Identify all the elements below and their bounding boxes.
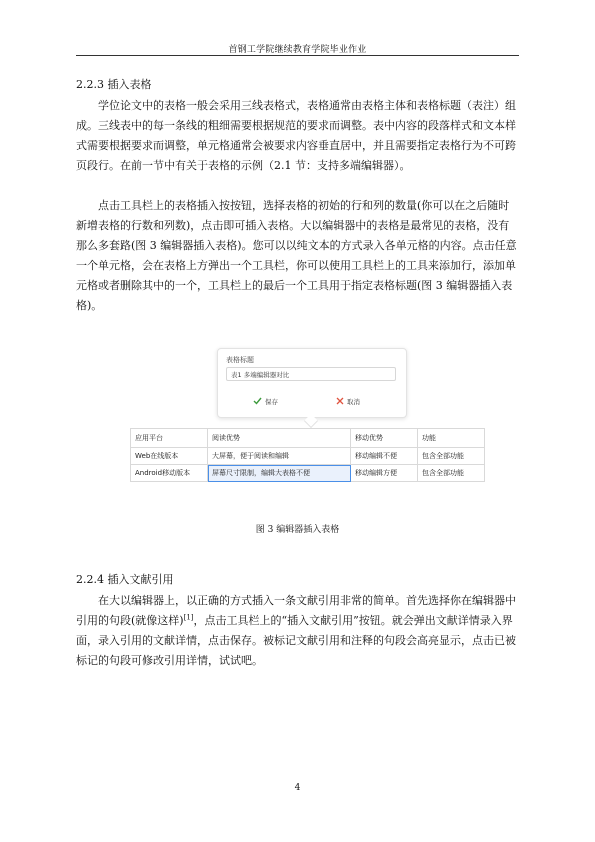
save-label: 保存 xyxy=(265,397,278,406)
table-cell-selected[interactable]: 屏幕尺寸限制，编辑大表格不便 xyxy=(208,465,351,482)
table-cell[interactable]: 阅读优势 xyxy=(208,429,351,448)
table-cell[interactable]: 大屏幕，便于阅读和编辑 xyxy=(208,448,351,465)
cancel-button[interactable] xyxy=(336,395,360,407)
table-cell[interactable]: 包含全部功能 xyxy=(418,448,485,465)
table-cell[interactable]: 移动优势 xyxy=(351,429,418,448)
save-button[interactable] xyxy=(253,395,278,407)
figure-caption: 图 3 编辑器插入表格 xyxy=(255,525,340,535)
paragraph-citation xyxy=(76,591,519,671)
table-cell[interactable]: 功能 xyxy=(418,429,485,448)
table-cell[interactable]: Android移动版本 xyxy=(131,465,208,482)
section-heading-2-2-3: 2.2.3 插入表格 xyxy=(76,78,152,91)
table-cell[interactable]: 移动编辑方便 xyxy=(351,465,418,482)
table-cell[interactable]: 移动编辑不便 xyxy=(351,448,418,465)
page-number: 4 xyxy=(294,783,301,793)
paragraph-table-insert: 点击工具栏上的表格插入按按钮，选择表格的初始的行和列的数量(你可以在之后随时新增表格的行数和列数)，点击即可插入表格。大以编辑器中的表格是最常见的表格，没有那么多套路(图 3 编辑器插入表格)。您可以以纯文本的方式录入各单元格的内容。点击任意一个单元格，会在表格上方弹出一个工具栏，你可以使用工具栏上的工具来添加行，添加单元格或者删除其中的一个，工具栏上的最后一个工具用于指定表格标题(图 3 编辑器插入表格)。 xyxy=(76,199,517,312)
table-cell[interactable]: Web在线版本 xyxy=(131,448,208,465)
table-cell[interactable]: 包含全部功能 xyxy=(418,465,485,482)
close-icon xyxy=(336,397,344,405)
table-title-input[interactable]: 表1 多端编辑器对比 xyxy=(226,367,396,381)
header-rule xyxy=(76,55,519,56)
check-icon xyxy=(253,397,262,405)
section-heading-2-2-4: 2.2.4 插入文献引用 xyxy=(76,573,174,586)
cancel-label: 取消 xyxy=(347,397,360,406)
citation-superscript: [1] xyxy=(183,613,194,622)
table-row xyxy=(131,465,485,482)
popover-title: 表格标题 xyxy=(226,356,254,364)
editor-table xyxy=(130,428,485,482)
editor-figure xyxy=(130,340,490,510)
citation-text-after: ，点击工具栏上的“插入文献引用”按钮。就会弹出文献详情录入界面，录入引用的文献详情，点击保存。被标记文献引用和注释的句段会高亮显示，点击已被标记的句段可修改引用详情，试试吧。 xyxy=(76,614,516,667)
citation-text-before: 在大以编辑器上，以正确的方式插入一条文献引用非常的简单。首先选择你在编辑器中引用的句段(就像这样) xyxy=(76,594,516,627)
table-title-popover xyxy=(217,348,407,418)
page-header: 首钢工学院继续教育学院毕业作业 xyxy=(228,45,367,55)
paragraph-table-intro: 学位论文中的表格一般会采用三线表格式，表格通常由表格主体和表格标题（表注）组成。三线表中的每一条线的粗细需要根据规范的要求而调整。表中内容的段落样式和文本样式需要根据要求而调整，单元格通常会被要求内容垂直居中，并且需要指定表格行为不可跨页段行。在前一节中有关于表格的示例（2.1 节：支持多端编辑器）。 xyxy=(76,99,516,172)
table-row xyxy=(131,429,485,448)
table-row xyxy=(131,448,485,465)
table-cell[interactable]: 应用平台 xyxy=(131,429,208,448)
